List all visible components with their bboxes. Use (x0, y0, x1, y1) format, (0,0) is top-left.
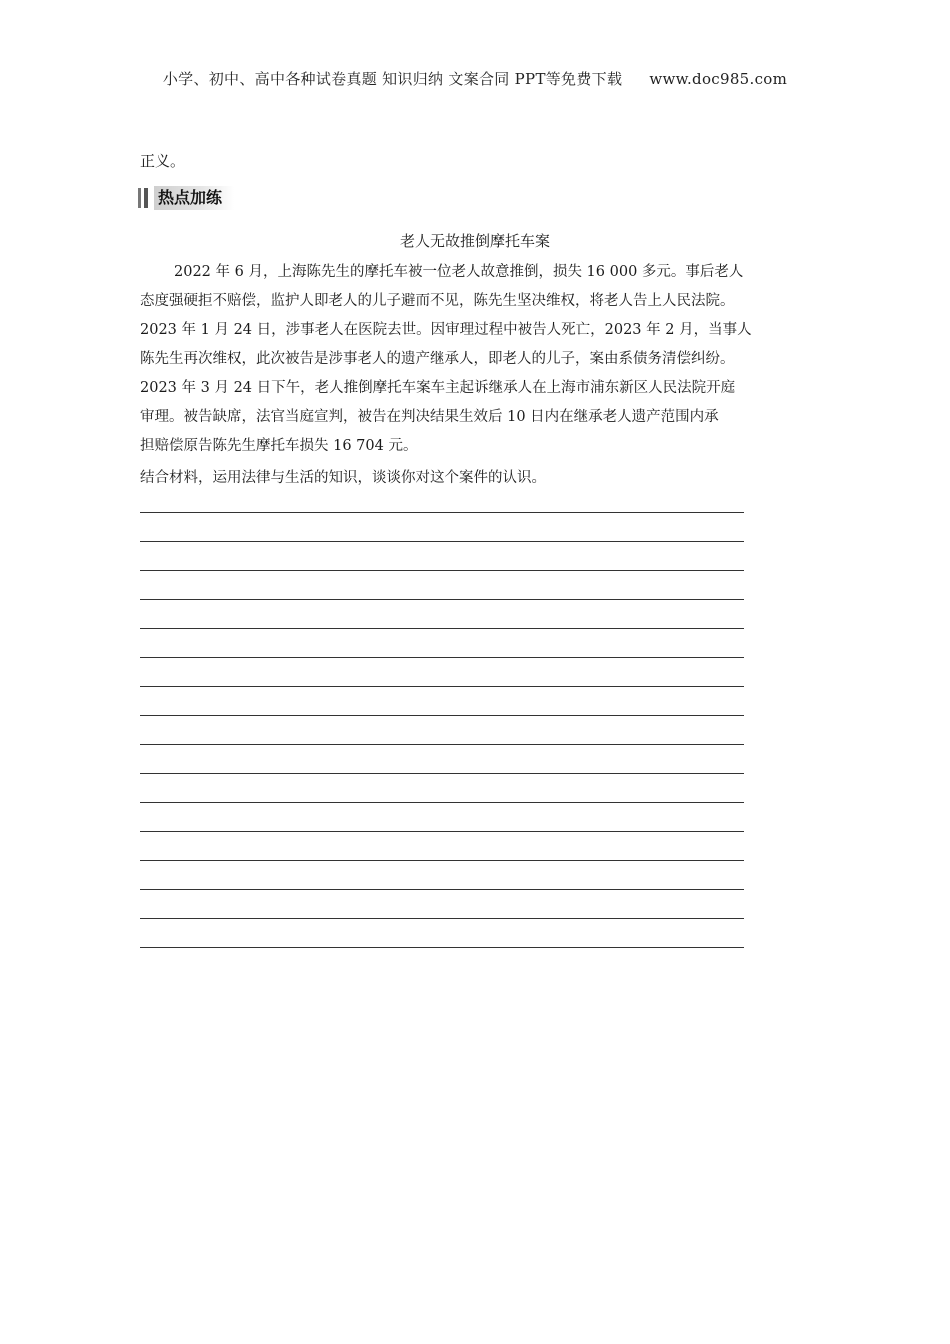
answer-line (140, 686, 744, 687)
answer-line (140, 744, 744, 745)
section-heading (138, 186, 234, 210)
continuation-text: 正义。 (140, 152, 186, 170)
article-line: 2022 年 6 月，上海陈先生的摩托车被一位老人故意推倒，损失 16 000 多元。事后老人 (174, 264, 744, 280)
article-line: 担赔偿原告陈先生摩托车损失 16 704 元。 (140, 438, 418, 454)
article-body (140, 258, 812, 461)
answer-line (140, 715, 744, 716)
article-line: 态度强硬拒不赔偿，监护人即老人的儿子避而不见，陈先生坚决维权，将老人告上人民法院。 (140, 293, 735, 309)
answer-line (140, 628, 744, 629)
answer-line (140, 599, 744, 600)
article-line: 审理。被告缺席，法官当庭宣判，被告在判决结果生效后 10 日内在继承老人遗产范围内承 (140, 409, 719, 425)
answer-line (140, 541, 744, 542)
article-line: 2023 年 1 月 24 日，涉事老人在医院去世。因审理过程中被告人死亡，2023 年 2 月，当事人 (140, 322, 752, 338)
answer-line (140, 918, 744, 919)
answer-line (140, 512, 744, 513)
answer-line (140, 802, 744, 803)
section-title: 热点加练 (154, 186, 234, 210)
answer-line (140, 657, 744, 658)
answer-line (140, 831, 744, 832)
answer-line (140, 570, 744, 571)
section-marker-icon (138, 188, 148, 208)
page-header (0, 68, 950, 89)
answer-line (140, 889, 744, 890)
article-title: 老人无故推倒摩托车案 (399, 232, 550, 250)
header-site: www.doc985.com (649, 70, 788, 88)
answer-line (140, 773, 744, 774)
article-line: 2023 年 3 月 24 日下午，老人推倒摩托车案车主起诉继承人在上海市浦东新区人民法院开庭 (140, 380, 736, 396)
article-line: 陈先生再次维权，此次被告是涉事老人的遗产继承人，即老人的儿子，案由系债务清偿纠纷。 (140, 351, 735, 367)
header-text: 小学、初中、高中各种试卷真题 知识归纳 文案合同 PPT等免费下载 (162, 70, 623, 88)
answer-line (140, 947, 744, 948)
answer-line (140, 860, 744, 861)
question-prompt: 结合材料，运用法律与生活的知识，谈谈你对这个案件的认识。 (140, 470, 546, 486)
